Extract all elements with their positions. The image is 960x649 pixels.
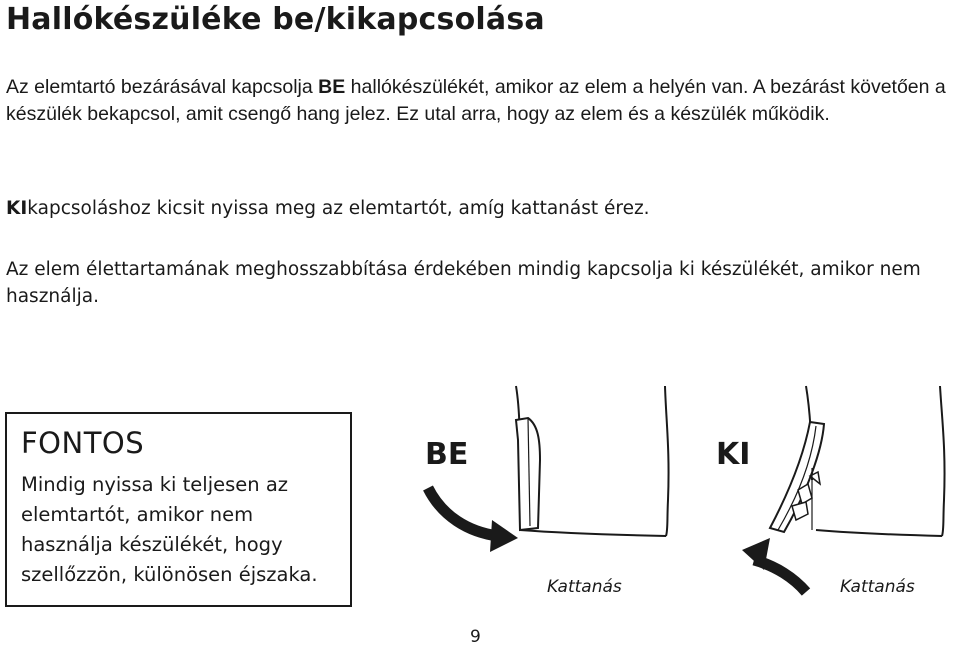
figure-label-on: BE [425, 437, 469, 472]
important-notice-box [5, 412, 352, 607]
p1-text-start: Az elemtartó bezárásával kapcsolja [6, 76, 319, 98]
p1-bold-be: BE [318, 76, 346, 98]
page-number: 9 [470, 627, 481, 647]
p2-bold-ki: KI [6, 198, 28, 219]
closing-arrow-icon [428, 488, 498, 536]
figure-caption-off: Kattanás [840, 577, 915, 597]
intro-paragraph-switch-on [6, 74, 951, 128]
figure-battery-door-open [712, 380, 960, 600]
notice-title: FONTOS [21, 426, 145, 460]
intro-paragraph-switch-off [6, 195, 951, 222]
intro-paragraph-battery-life: Az elem élettartamának meghosszabbítása érdekében mindig kapcsolja ki készülékét, amikor nem használja. [6, 259, 921, 307]
p1-text-end: hallókészülékét, amikor az elem a helyén van. A bezárást követően a készülék bekapcsol, amit csengő hang jelez. Ez utal arra, hogy az elem és a készülék működik. [6, 76, 946, 125]
hearing-aid-closed-illustration [420, 380, 680, 600]
page-title: Hallókészüléke be/kikapcsolása [6, 2, 545, 37]
figure-label-off: KI [716, 437, 751, 472]
figure-battery-door-closed [420, 380, 680, 600]
p2-text: kapcsoláshoz kicsit nyissa meg az elemtartót, amíg kattanást érez. [27, 198, 650, 219]
notice-text: Mindig nyissa ki teljesen az elemtartót, amikor nem használja készülékét, hogy szellőzzön, különösen éjszaka. [21, 473, 318, 586]
hearing-aid-open-illustration [712, 380, 960, 600]
figure-caption-on: Kattanás [547, 577, 622, 597]
